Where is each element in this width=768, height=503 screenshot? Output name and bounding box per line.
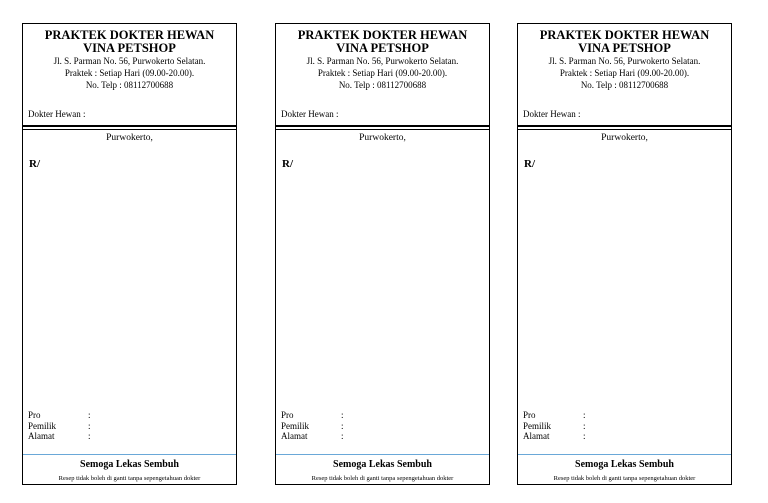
field-separator: : bbox=[88, 431, 91, 441]
field-separator: : bbox=[583, 431, 586, 441]
clinic-hours: Praktek : Setiap Hari (09.00-20.00). bbox=[64, 68, 195, 78]
field-pro bbox=[523, 410, 586, 421]
clinic-hours: Praktek : Setiap Hari (09.00-20.00). bbox=[559, 68, 690, 78]
header-divider bbox=[275, 125, 490, 127]
card-header bbox=[23, 24, 236, 125]
get-well-message: Semoga Lekas Sembuh bbox=[333, 459, 432, 470]
header-divider bbox=[22, 125, 237, 127]
field-owner bbox=[28, 421, 91, 432]
rx-symbol: R/ bbox=[29, 158, 40, 170]
rx-symbol: R/ bbox=[524, 158, 535, 170]
doctor-label: Dokter Hewan : bbox=[281, 109, 339, 119]
patient-fields bbox=[281, 410, 344, 442]
clinic-phone: No. Telp : 08112700688 bbox=[85, 80, 174, 90]
clinic-address: Jl. S. Parman No. 56, Purwokerto Selatan. bbox=[53, 56, 206, 66]
field-address bbox=[523, 431, 586, 442]
clinic-address: Jl. S. Parman No. 56, Purwokerto Selatan. bbox=[548, 56, 701, 66]
prescription-note: Resep tidak boleh di ganti tanpa sepengetahuan dokter bbox=[553, 475, 696, 482]
footer-divider bbox=[23, 454, 236, 455]
footer-divider bbox=[276, 454, 489, 455]
clinic-name: VINA PETSHOP bbox=[83, 41, 176, 55]
field-label: Pro bbox=[523, 410, 536, 420]
field-separator: : bbox=[341, 431, 344, 441]
field-pro bbox=[281, 410, 344, 421]
clinic-name: VINA PETSHOP bbox=[336, 41, 429, 55]
field-separator: : bbox=[88, 410, 91, 420]
field-separator: : bbox=[583, 420, 586, 431]
field-label: Pemilik bbox=[281, 420, 310, 431]
field-owner bbox=[523, 421, 586, 432]
footer-divider bbox=[518, 454, 731, 455]
field-label: Pro bbox=[281, 410, 294, 420]
get-well-message: Semoga Lekas Sembuh bbox=[80, 459, 179, 470]
field-label: Pro bbox=[28, 410, 41, 420]
clinic-title: PRAKTEK DOKTER HEWAN bbox=[297, 28, 468, 42]
field-separator: : bbox=[341, 420, 344, 431]
clinic-hours: Praktek : Setiap Hari (09.00-20.00). bbox=[317, 68, 448, 78]
doctor-label: Dokter Hewan : bbox=[523, 109, 581, 119]
get-well-message: Semoga Lekas Sembuh bbox=[575, 459, 674, 470]
field-label: Pemilik bbox=[523, 420, 552, 431]
header-divider-thin bbox=[517, 129, 732, 130]
field-label: Alamat bbox=[281, 431, 308, 441]
card-header bbox=[518, 24, 731, 125]
header-divider-thin bbox=[275, 129, 490, 130]
field-owner bbox=[281, 421, 344, 432]
patient-fields bbox=[28, 410, 91, 442]
city-label: Purwokerto, bbox=[106, 133, 153, 143]
field-address bbox=[281, 431, 344, 442]
field-address bbox=[28, 431, 91, 442]
prescription-note: Resep tidak boleh di ganti tanpa sepengetahuan dokter bbox=[311, 475, 454, 482]
prescription-card-2 bbox=[275, 23, 490, 485]
doctor-label: Dokter Hewan : bbox=[28, 109, 86, 119]
field-separator: : bbox=[88, 420, 91, 431]
field-separator: : bbox=[583, 410, 586, 420]
rx-symbol: R/ bbox=[282, 158, 293, 170]
patient-fields bbox=[523, 410, 586, 442]
clinic-phone: No. Telp : 08112700688 bbox=[338, 80, 427, 90]
prescription-card-3 bbox=[517, 23, 732, 485]
field-separator: : bbox=[341, 410, 344, 420]
city-label: Purwokerto, bbox=[359, 133, 406, 143]
field-label: Pemilik bbox=[28, 420, 57, 431]
card-header bbox=[276, 24, 489, 125]
clinic-phone: No. Telp : 08112700688 bbox=[580, 80, 669, 90]
field-pro bbox=[28, 410, 91, 421]
clinic-title: PRAKTEK DOKTER HEWAN bbox=[539, 28, 710, 42]
clinic-title: PRAKTEK DOKTER HEWAN bbox=[44, 28, 215, 42]
clinic-name: VINA PETSHOP bbox=[578, 41, 671, 55]
field-label: Alamat bbox=[523, 431, 550, 441]
header-divider-thin bbox=[22, 129, 237, 130]
prescription-card-1 bbox=[22, 23, 237, 485]
field-label: Alamat bbox=[28, 431, 55, 441]
header-divider bbox=[517, 125, 732, 127]
clinic-address: Jl. S. Parman No. 56, Purwokerto Selatan. bbox=[306, 56, 459, 66]
city-label: Purwokerto, bbox=[601, 133, 648, 143]
prescription-note: Resep tidak boleh di ganti tanpa sepengetahuan dokter bbox=[58, 475, 201, 482]
